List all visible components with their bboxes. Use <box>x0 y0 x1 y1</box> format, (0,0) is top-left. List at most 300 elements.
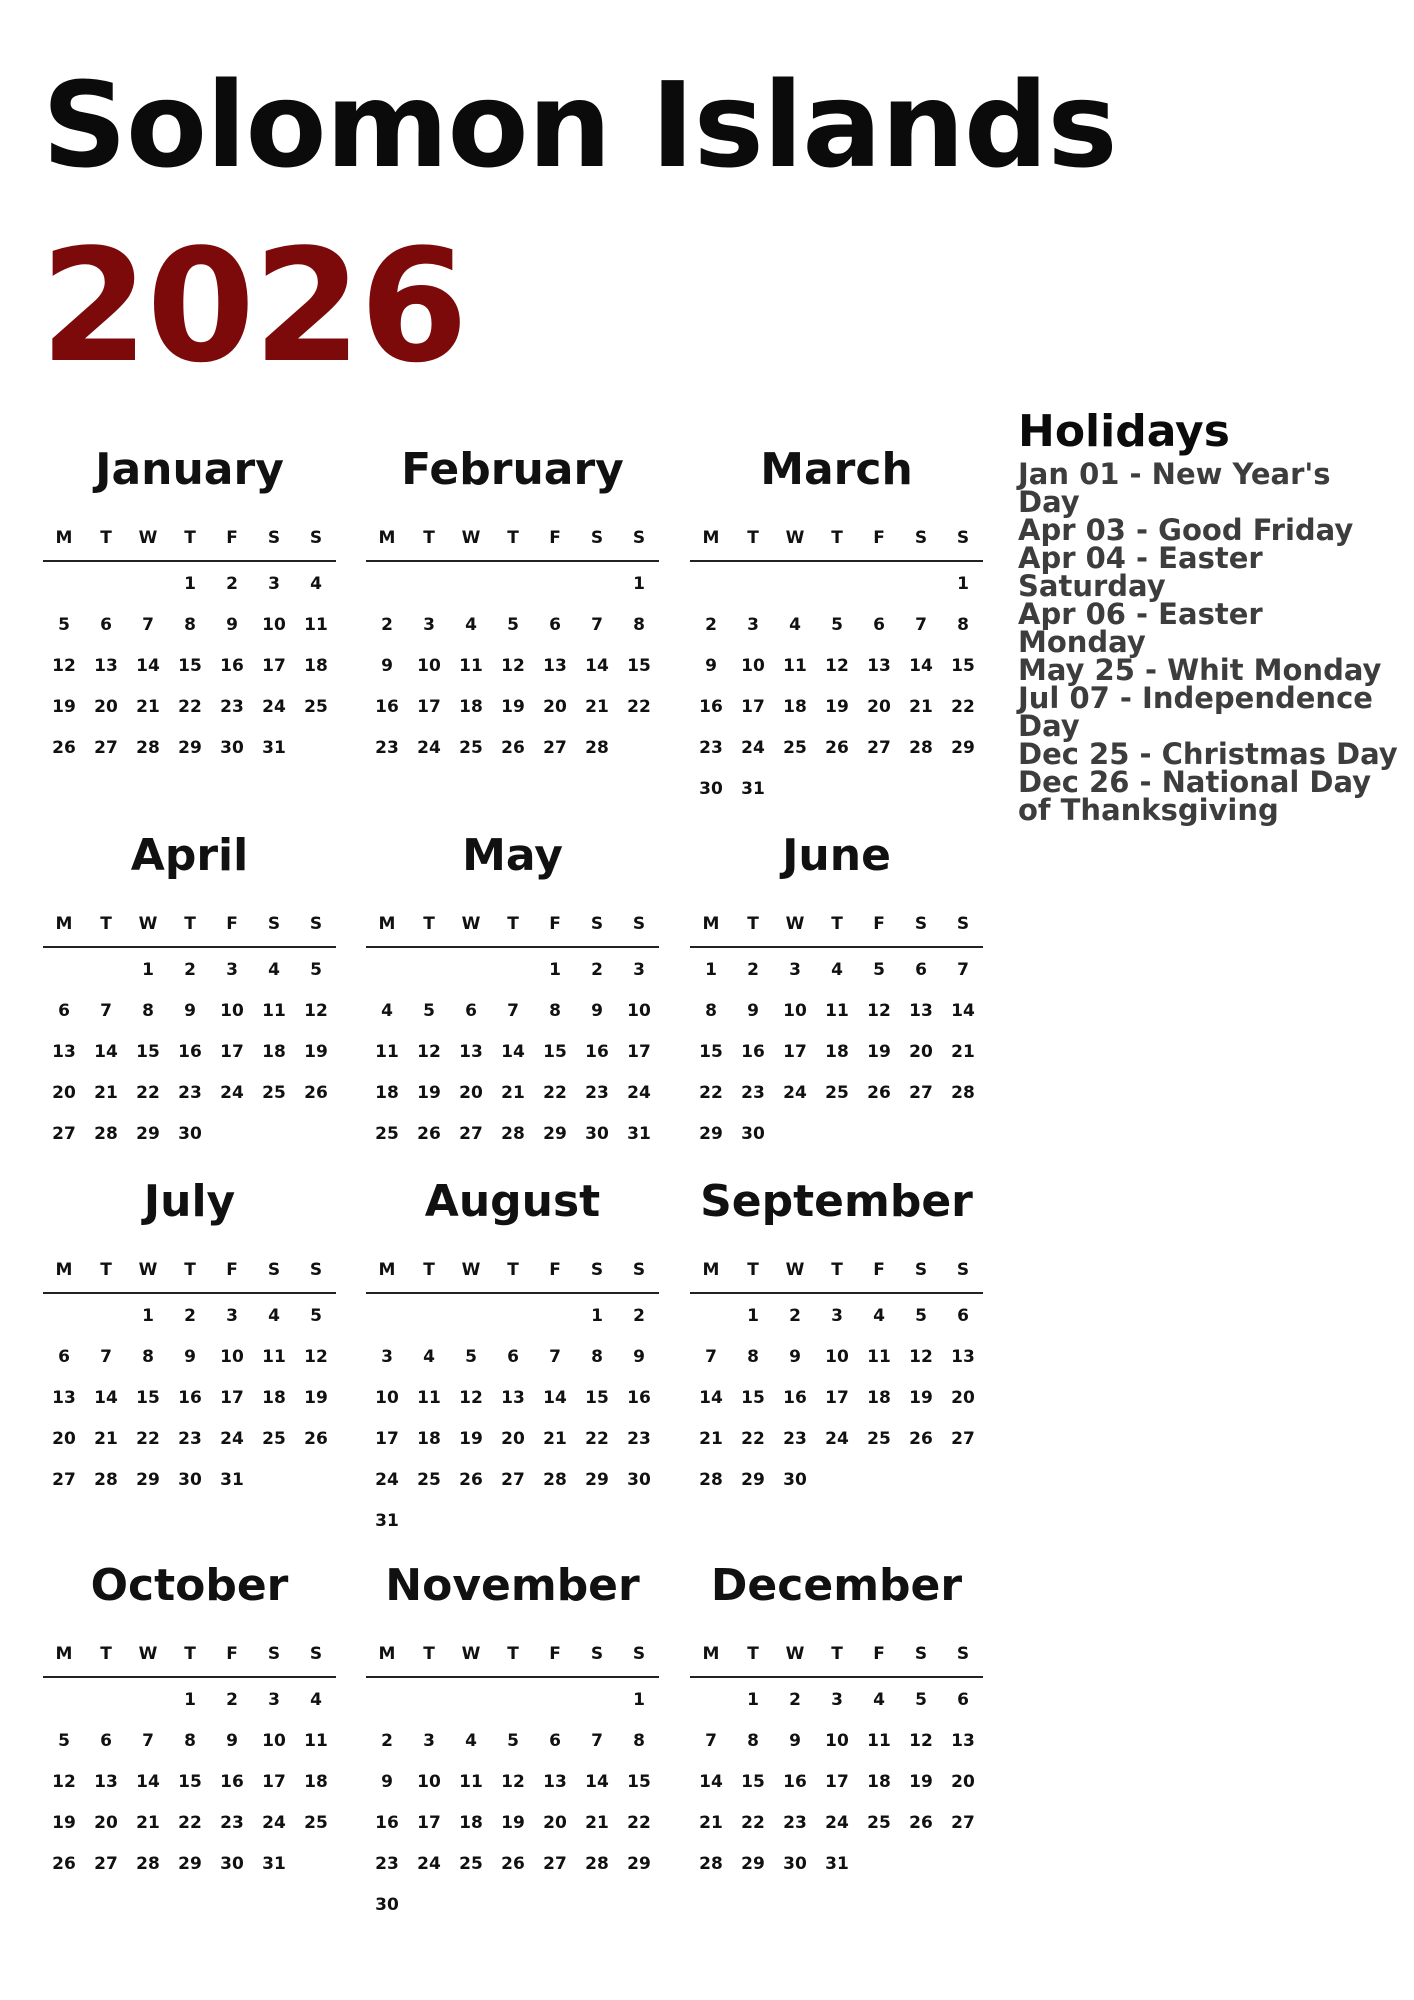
weekday-label: S <box>267 914 281 934</box>
day-cell: 4 <box>789 615 801 635</box>
day-cell: 21 <box>951 1042 975 1062</box>
day-cell: 16 <box>783 1388 807 1408</box>
day-cell: 22 <box>178 697 202 717</box>
weekday-header <box>690 1258 983 1294</box>
day-cell: 31 <box>262 738 286 758</box>
weekday-label: T <box>423 528 435 548</box>
day-cell: 20 <box>94 697 118 717</box>
weekday-label: T <box>423 1644 435 1664</box>
day-cell: 20 <box>951 1388 975 1408</box>
day-cell: 24 <box>375 1470 399 1490</box>
month-name: December <box>710 1560 963 1611</box>
day-cell: 2 <box>591 960 603 980</box>
day-cell: 29 <box>699 1124 723 1144</box>
day-cell: 17 <box>825 1388 849 1408</box>
weekday-header <box>43 1642 336 1678</box>
day-cell: 5 <box>507 615 519 635</box>
day-cell: 2 <box>633 1306 645 1326</box>
day-cell: 29 <box>951 738 975 758</box>
day-cell: 30 <box>783 1470 807 1490</box>
day-cell: 30 <box>375 1895 399 1915</box>
day-cell: 23 <box>375 1854 399 1874</box>
day-cell: 6 <box>957 1306 969 1326</box>
weekday-label: F <box>226 1644 238 1664</box>
year-heading: 2026 <box>40 215 467 397</box>
day-cell: 24 <box>783 1083 807 1103</box>
weekday-header <box>43 912 336 948</box>
weekday-label: T <box>423 1260 435 1280</box>
day-cell: 4 <box>465 615 477 635</box>
day-cell: 11 <box>459 1772 483 1792</box>
day-cell: 26 <box>501 738 525 758</box>
day-cell: 20 <box>459 1083 483 1103</box>
day-cell: 1 <box>957 574 969 594</box>
day-cell: 14 <box>585 656 609 676</box>
day-cell: 9 <box>184 1001 196 1021</box>
day-cell: 15 <box>627 1772 651 1792</box>
weekday-label: F <box>549 1644 561 1664</box>
day-cell: 20 <box>52 1083 76 1103</box>
weekday-label: T <box>507 528 519 548</box>
day-cell: 2 <box>226 1690 238 1710</box>
day-cell: 22 <box>627 697 651 717</box>
weekday-label: M <box>702 528 720 548</box>
day-cell: 15 <box>136 1388 160 1408</box>
day-cell: 9 <box>705 656 717 676</box>
day-cell: 21 <box>585 1813 609 1833</box>
day-cell: 19 <box>867 1042 891 1062</box>
day-cell: 8 <box>142 1001 154 1021</box>
day-cell: 1 <box>184 1690 196 1710</box>
weekday-label: T <box>184 1260 196 1280</box>
holiday-item: Jul 07 - Independence Day <box>1018 681 1373 743</box>
day-cell: 15 <box>741 1772 765 1792</box>
day-cell: 23 <box>375 738 399 758</box>
day-cell: 14 <box>94 1388 118 1408</box>
day-cell: 17 <box>375 1429 399 1449</box>
day-cell: 26 <box>909 1429 933 1449</box>
day-cell: 1 <box>747 1690 759 1710</box>
weekday-header <box>43 1258 336 1294</box>
weekday-label: T <box>100 1644 112 1664</box>
holidays-panel <box>1018 406 1398 827</box>
day-cell: 12 <box>52 656 76 676</box>
weekday-label: W <box>461 1644 481 1664</box>
day-cell: 17 <box>417 697 441 717</box>
day-cell: 25 <box>375 1124 399 1144</box>
weekday-label: T <box>831 1260 843 1280</box>
day-cell: 11 <box>783 656 807 676</box>
weekday-header <box>366 912 659 948</box>
weekday-label: T <box>184 914 196 934</box>
weekday-label: F <box>549 1260 561 1280</box>
day-cell: 20 <box>951 1772 975 1792</box>
day-cell: 6 <box>507 1347 519 1367</box>
weekday-label: T <box>507 1644 519 1664</box>
day-cell: 15 <box>178 1772 202 1792</box>
day-cell: 27 <box>543 738 567 758</box>
day-cell: 19 <box>909 1772 933 1792</box>
weekday-label: T <box>184 528 196 548</box>
weekday-label: S <box>590 528 604 548</box>
day-cell: 3 <box>831 1306 843 1326</box>
day-cell: 5 <box>310 960 322 980</box>
day-cell: 28 <box>699 1470 723 1490</box>
day-cell: 19 <box>304 1388 328 1408</box>
day-cell: 17 <box>262 1772 286 1792</box>
weekday-label: S <box>914 1644 928 1664</box>
holiday-item: Apr 06 - Easter Monday <box>1018 597 1263 659</box>
day-cell: 15 <box>951 656 975 676</box>
day-cell: 30 <box>627 1470 651 1490</box>
day-cell: 20 <box>94 1813 118 1833</box>
day-cell: 25 <box>783 738 807 758</box>
day-cell: 26 <box>459 1470 483 1490</box>
day-cell: 10 <box>262 1731 286 1751</box>
day-cell: 28 <box>585 1854 609 1874</box>
day-cell: 27 <box>52 1470 76 1490</box>
day-cell: 25 <box>825 1083 849 1103</box>
weekday-label: S <box>309 1260 323 1280</box>
day-cell: 14 <box>585 1772 609 1792</box>
day-cell: 14 <box>543 1388 567 1408</box>
day-cell: 8 <box>549 1001 561 1021</box>
day-cell: 15 <box>627 656 651 676</box>
day-cell: 10 <box>262 615 286 635</box>
day-cell: 18 <box>825 1042 849 1062</box>
day-cell: 20 <box>909 1042 933 1062</box>
day-cell: 5 <box>507 1731 519 1751</box>
day-cell: 1 <box>591 1306 603 1326</box>
day-cell: 12 <box>825 656 849 676</box>
weekday-label: S <box>267 1260 281 1280</box>
day-cell: 22 <box>543 1083 567 1103</box>
day-cell: 28 <box>94 1470 118 1490</box>
day-cell: 26 <box>501 1854 525 1874</box>
day-cell: 29 <box>178 1854 202 1874</box>
weekday-label: M <box>378 1644 396 1664</box>
day-cell: 14 <box>94 1042 118 1062</box>
day-cell: 18 <box>262 1042 286 1062</box>
month-name: February <box>401 444 624 495</box>
day-cell: 27 <box>94 738 118 758</box>
day-cell: 11 <box>417 1388 441 1408</box>
day-cell: 14 <box>136 1772 160 1792</box>
day-cell: 3 <box>831 1690 843 1710</box>
day-cell: 15 <box>699 1042 723 1062</box>
day-cell: 31 <box>825 1854 849 1874</box>
day-cell: 8 <box>747 1731 759 1751</box>
weekday-header <box>366 1642 659 1678</box>
day-cell: 24 <box>741 738 765 758</box>
day-cell: 20 <box>52 1429 76 1449</box>
day-cell: 18 <box>459 697 483 717</box>
day-cell: 16 <box>178 1042 202 1062</box>
weekday-label: F <box>549 528 561 548</box>
day-cell: 23 <box>699 738 723 758</box>
day-cell: 16 <box>585 1042 609 1062</box>
day-cell: 15 <box>741 1388 765 1408</box>
day-cell: 5 <box>58 1731 70 1751</box>
day-cell: 10 <box>825 1347 849 1367</box>
day-cell: 3 <box>226 1306 238 1326</box>
month-name: July <box>143 1176 236 1227</box>
day-cell: 3 <box>423 615 435 635</box>
day-cell: 11 <box>825 1001 849 1021</box>
weekday-label: S <box>914 528 928 548</box>
day-cell: 18 <box>262 1388 286 1408</box>
day-cell: 2 <box>381 615 393 635</box>
day-cell: 5 <box>423 1001 435 1021</box>
holiday-item: May 25 - Whit Monday <box>1018 653 1382 687</box>
day-cell: 30 <box>220 738 244 758</box>
day-cell: 30 <box>699 779 723 799</box>
day-cell: 21 <box>543 1429 567 1449</box>
day-cell: 7 <box>100 1347 112 1367</box>
day-cell: 12 <box>501 1772 525 1792</box>
day-cell: 31 <box>375 1511 399 1531</box>
weekday-label: M <box>55 914 73 934</box>
day-cell: 3 <box>789 960 801 980</box>
weekday-label: F <box>226 914 238 934</box>
day-cell: 8 <box>957 615 969 635</box>
day-cell: 12 <box>417 1042 441 1062</box>
weekday-label: W <box>785 914 805 934</box>
day-cell: 25 <box>304 697 328 717</box>
day-cell: 24 <box>417 738 441 758</box>
day-cell: 12 <box>909 1731 933 1751</box>
weekday-header <box>366 1258 659 1294</box>
day-cell: 6 <box>100 1731 112 1751</box>
day-cell: 19 <box>304 1042 328 1062</box>
day-cell: 21 <box>699 1813 723 1833</box>
day-cell: 13 <box>52 1042 76 1062</box>
weekday-label: S <box>914 914 928 934</box>
day-cell: 1 <box>142 960 154 980</box>
day-cell: 28 <box>94 1124 118 1144</box>
day-cell: 28 <box>543 1470 567 1490</box>
weekday-label: F <box>226 528 238 548</box>
weekday-label: S <box>267 1644 281 1664</box>
day-cell: 13 <box>459 1042 483 1062</box>
day-cell: 22 <box>178 1813 202 1833</box>
day-cell: 4 <box>465 1731 477 1751</box>
day-cell: 19 <box>825 697 849 717</box>
day-cell: 29 <box>136 1470 160 1490</box>
day-cell: 6 <box>58 1347 70 1367</box>
day-cell: 15 <box>543 1042 567 1062</box>
day-cell: 5 <box>58 615 70 635</box>
day-cell: 26 <box>825 738 849 758</box>
day-cell: 11 <box>867 1731 891 1751</box>
weekday-header <box>366 526 659 562</box>
weekday-label: W <box>461 1260 481 1280</box>
day-cell: 23 <box>741 1083 765 1103</box>
day-cell: 21 <box>136 697 160 717</box>
holiday-item: Apr 04 - Easter Saturday <box>1018 541 1263 603</box>
weekday-header <box>43 526 336 562</box>
weekday-label: T <box>747 914 759 934</box>
day-cell: 2 <box>789 1306 801 1326</box>
day-cell: 9 <box>226 1731 238 1751</box>
weekday-label: S <box>632 1644 646 1664</box>
day-cell: 28 <box>951 1083 975 1103</box>
weekday-label: S <box>632 528 646 548</box>
day-cell: 17 <box>825 1772 849 1792</box>
day-cell: 5 <box>915 1306 927 1326</box>
weekday-label: T <box>100 1260 112 1280</box>
day-cell: 9 <box>381 1772 393 1792</box>
day-cell: 18 <box>417 1429 441 1449</box>
day-cell: 29 <box>585 1470 609 1490</box>
weekday-label: M <box>702 1260 720 1280</box>
day-cell: 10 <box>375 1388 399 1408</box>
weekday-label: S <box>956 528 970 548</box>
day-cell: 27 <box>951 1429 975 1449</box>
page-title: Solomon Islands <box>42 56 1117 194</box>
day-cell: 26 <box>867 1083 891 1103</box>
day-cell: 29 <box>543 1124 567 1144</box>
day-cell: 2 <box>184 960 196 980</box>
weekday-label: S <box>956 1260 970 1280</box>
month-name: September <box>700 1176 973 1227</box>
weekday-label: T <box>507 1260 519 1280</box>
day-cell: 4 <box>310 1690 322 1710</box>
day-cell: 19 <box>501 1813 525 1833</box>
day-cell: 4 <box>268 1306 280 1326</box>
day-cell: 28 <box>699 1854 723 1874</box>
weekday-label: W <box>785 528 805 548</box>
day-cell: 19 <box>909 1388 933 1408</box>
day-cell: 16 <box>375 1813 399 1833</box>
day-cell: 8 <box>184 615 196 635</box>
day-cell: 31 <box>627 1124 651 1144</box>
day-cell: 1 <box>633 574 645 594</box>
month-name: March <box>760 444 913 495</box>
day-cell: 12 <box>304 1001 328 1021</box>
weekday-label: T <box>747 1644 759 1664</box>
day-cell: 18 <box>459 1813 483 1833</box>
day-cell: 17 <box>262 656 286 676</box>
day-cell: 13 <box>909 1001 933 1021</box>
day-cell: 27 <box>459 1124 483 1144</box>
day-cell: 10 <box>741 656 765 676</box>
day-cell: 6 <box>549 615 561 635</box>
day-cell: 29 <box>136 1124 160 1144</box>
weekday-label: S <box>590 914 604 934</box>
weekday-label: W <box>785 1260 805 1280</box>
month-name: January <box>95 444 284 495</box>
day-cell: 6 <box>873 615 885 635</box>
day-cell: 17 <box>220 1042 244 1062</box>
weekday-label: T <box>184 1644 196 1664</box>
day-cell: 5 <box>310 1306 322 1326</box>
day-cell: 23 <box>178 1429 202 1449</box>
day-cell: 29 <box>178 738 202 758</box>
day-cell: 9 <box>591 1001 603 1021</box>
holidays-title: Holidays <box>1018 406 1230 457</box>
day-cell: 30 <box>178 1124 202 1144</box>
day-cell: 28 <box>909 738 933 758</box>
weekday-label: W <box>785 1644 805 1664</box>
day-cell: 1 <box>184 574 196 594</box>
weekday-label: M <box>55 528 73 548</box>
day-cell: 13 <box>501 1388 525 1408</box>
day-cell: 23 <box>783 1429 807 1449</box>
weekday-label: T <box>507 914 519 934</box>
weekday-label: M <box>378 528 396 548</box>
day-cell: 22 <box>699 1083 723 1103</box>
day-cell: 27 <box>94 1854 118 1874</box>
weekday-label: M <box>702 914 720 934</box>
day-cell: 4 <box>873 1690 885 1710</box>
day-cell: 10 <box>417 656 441 676</box>
day-cell: 21 <box>909 697 933 717</box>
day-cell: 29 <box>741 1470 765 1490</box>
weekday-label: W <box>138 914 158 934</box>
day-cell: 8 <box>633 1731 645 1751</box>
day-cell: 17 <box>783 1042 807 1062</box>
day-cell: 14 <box>136 656 160 676</box>
day-cell: 12 <box>459 1388 483 1408</box>
weekday-label: S <box>309 914 323 934</box>
day-cell: 19 <box>52 697 76 717</box>
day-cell: 3 <box>268 574 280 594</box>
day-cell: 19 <box>459 1429 483 1449</box>
weekday-label: M <box>378 1260 396 1280</box>
day-cell: 4 <box>310 574 322 594</box>
month-name: November <box>385 1560 640 1611</box>
weekday-header <box>690 526 983 562</box>
day-cell: 25 <box>459 1854 483 1874</box>
weekday-label: S <box>309 1644 323 1664</box>
day-cell: 30 <box>220 1854 244 1874</box>
day-cell: 10 <box>627 1001 651 1021</box>
day-cell: 21 <box>699 1429 723 1449</box>
day-cell: 22 <box>951 697 975 717</box>
day-cell: 7 <box>100 1001 112 1021</box>
weekday-label: S <box>632 1260 646 1280</box>
day-cell: 4 <box>381 1001 393 1021</box>
day-cell: 27 <box>909 1083 933 1103</box>
weekday-label: T <box>831 528 843 548</box>
weekday-label: S <box>632 914 646 934</box>
day-cell: 24 <box>220 1083 244 1103</box>
weekday-label: S <box>590 1260 604 1280</box>
day-cell: 11 <box>459 656 483 676</box>
weekday-label: T <box>831 1644 843 1664</box>
weekday-label: W <box>138 1644 158 1664</box>
day-cell: 12 <box>304 1347 328 1367</box>
day-cell: 6 <box>58 1001 70 1021</box>
day-cell: 26 <box>417 1124 441 1144</box>
day-cell: 27 <box>951 1813 975 1833</box>
day-cell: 22 <box>136 1429 160 1449</box>
day-cell: 27 <box>52 1124 76 1144</box>
day-cell: 5 <box>873 960 885 980</box>
day-cell: 16 <box>783 1772 807 1792</box>
day-cell: 26 <box>52 1854 76 1874</box>
day-cell: 9 <box>226 615 238 635</box>
month-name: August <box>424 1176 601 1227</box>
day-cell: 21 <box>136 1813 160 1833</box>
day-cell: 30 <box>178 1470 202 1490</box>
day-cell: 16 <box>220 656 244 676</box>
day-cell: 4 <box>423 1347 435 1367</box>
day-cell: 2 <box>184 1306 196 1326</box>
day-cell: 10 <box>220 1347 244 1367</box>
day-cell: 3 <box>747 615 759 635</box>
